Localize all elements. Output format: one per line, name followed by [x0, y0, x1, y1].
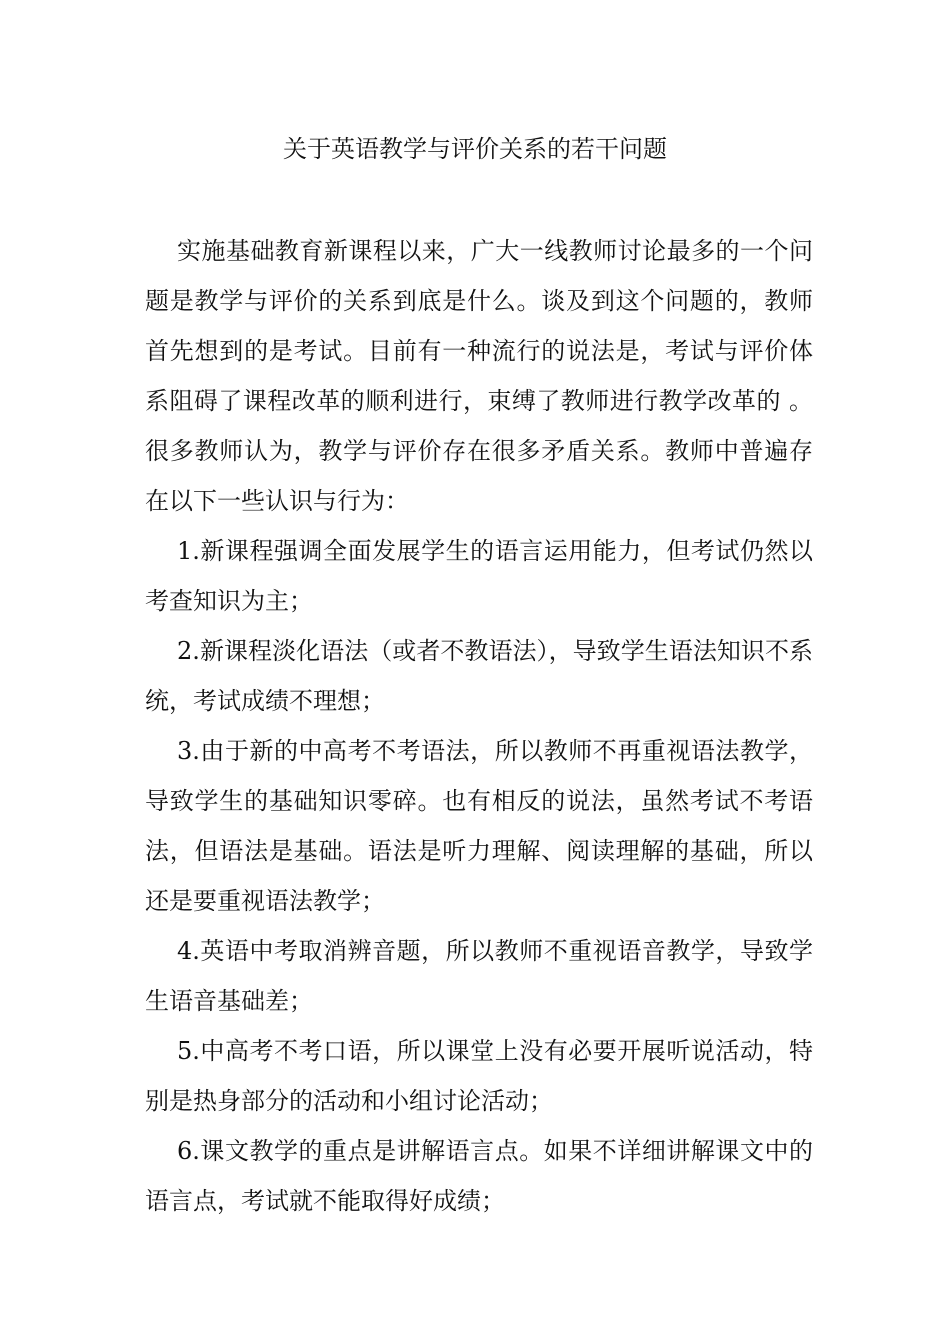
list-item-4: 4.英语中考取消辨音题，所以教师不重视语音教学，导致学生语音基础差； — [145, 937, 813, 1015]
list-item-6: 6.课文教学的重点是讲解语言点。如果不详细讲解课文中的语言点，考试就不能取得好成绩； — [145, 1137, 813, 1215]
list-item-5: 5.中高考不考口语，所以课堂上没有必要开展听说活动，特别是热身部分的活动和小组讨论活动； — [145, 1037, 813, 1115]
list-item-3: 3.由于新的中高考不考语法，所以教师不再重视语法教学，导致学生的基础知识零碎。也有相反的说法，虽然考试不考语法，但语法是基础。语法是听力理解、阅读理解的基础，所以还是要重视语法教学； — [145, 737, 813, 915]
paragraph-intro: 实施基础教育新课程以来，广大一线教师讨论最多的一个问题是教学与评价的关系到底是什么。谈及到这个问题的，教师首先想到的是考试。目前有一种流行的说法是，考试与评价体系阻碍了课程改革的顺利进行，束缚了教师进行教学改革的 。很多教师认为，教学与评价存在很多矛盾关系。教师中普遍存在以下一些认识与行为： — [145, 237, 813, 515]
document-body — [145, 226, 813, 1226]
list-item-2: 2.新课程淡化语法（或者不教语法），导致学生语法知识不系统，考试成绩不理想； — [145, 637, 813, 715]
list-item-1: 1.新课程强调全面发展学生的语言运用能力，但考试仍然以考查知识为主； — [145, 537, 813, 615]
document-title: 关于英语教学与评价关系的若干问题 — [283, 135, 667, 163]
